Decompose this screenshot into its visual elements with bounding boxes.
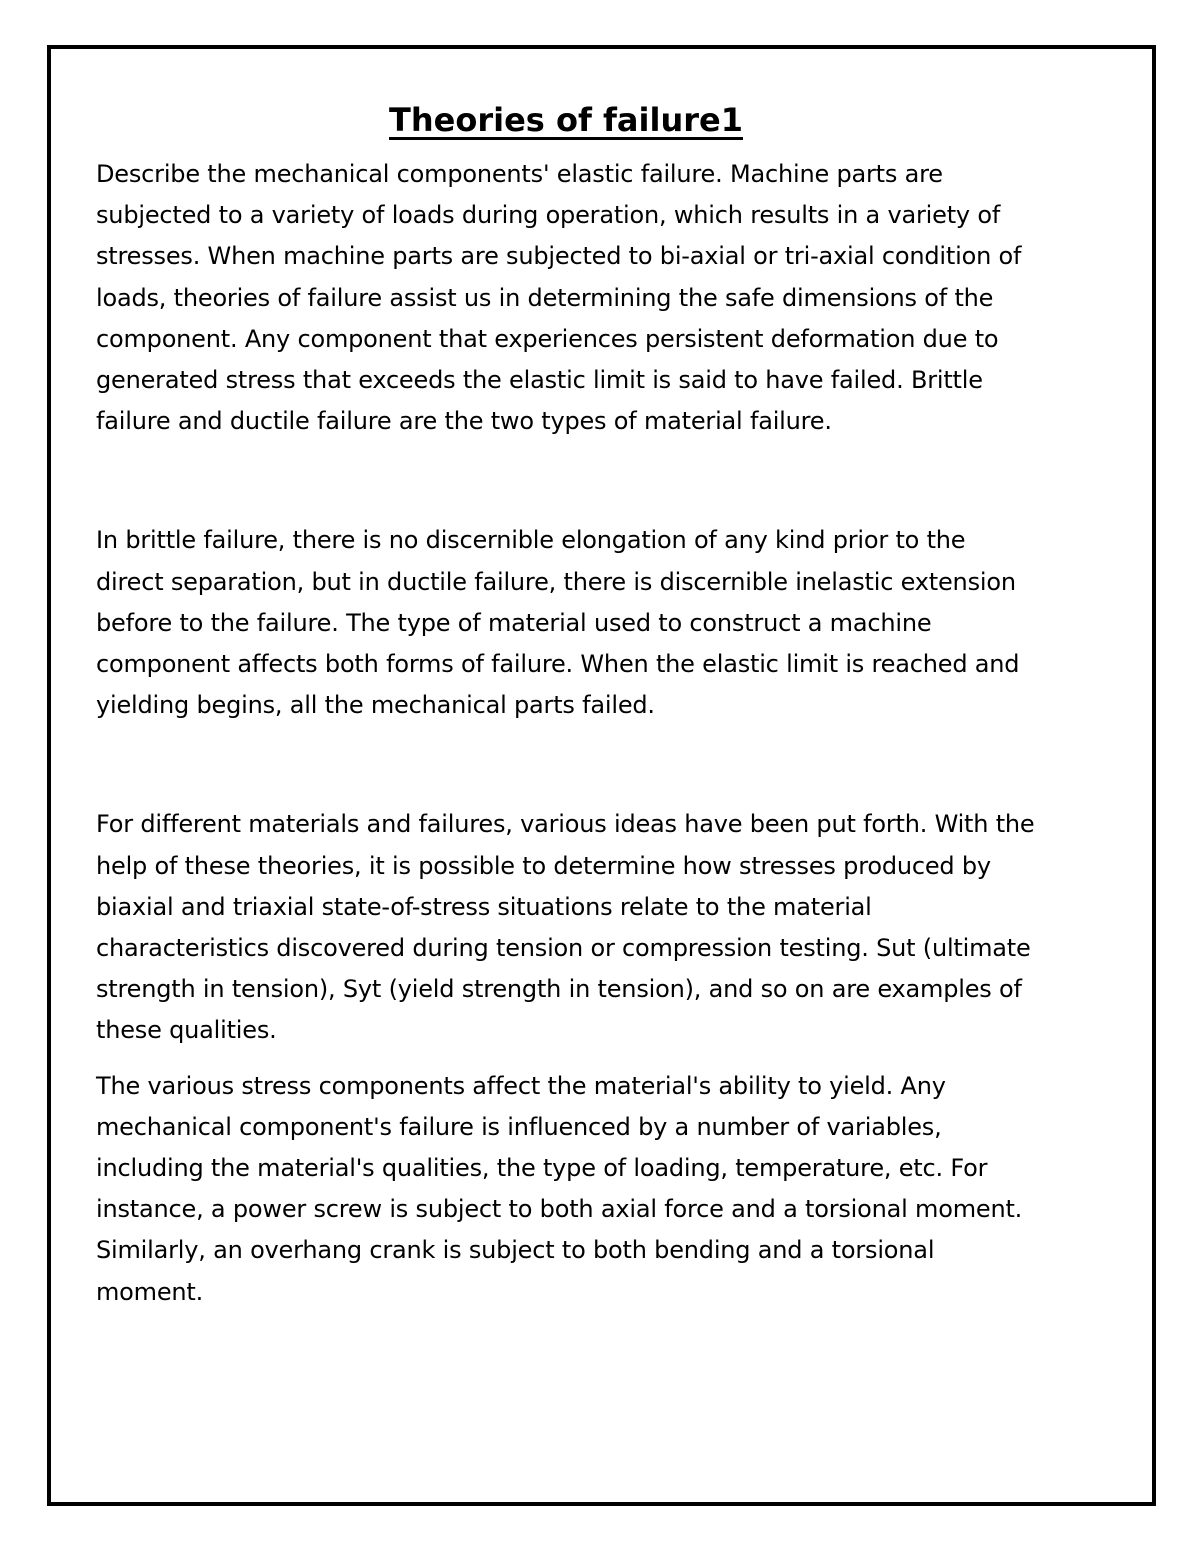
document-title: Theories of failure1 xyxy=(389,101,743,139)
paragraph-elastic-failure: Describe the mechanical components' elastic failure. Machine parts are subjected to a variety of loads during operation, which results in a variety of stresses. When machine parts are subjected to bi-axial or tri-axial condition of loads, theories of failure assist us in determining the safe dimensions of the component. Any component that experiences persistent deformation due to generated stress that exceeds the elastic limit is said to have failed. Brittle failure and ductile failure are the two types of material failure. xyxy=(96,160,1022,436)
paragraph-brittle-ductile: In brittle failure, there is no discernible elongation of any kind prior to the direct separation, but in ductile failure, there is discernible inelastic extension before to the failure. The type of material used to construct a machine component affects both forms of failure. When the elastic limit is reached and yielding begins, all the mechanical parts failed. xyxy=(96,526,1020,720)
paragraph-theories-purpose: For different materials and failures, various ideas have been put forth. With the help of these theories, it is possible to determine how stresses produced by biaxial and triaxial state-of-stress situations relate to the material characteristics discovered during tension or compression testing. Sut (ultimate strength in tension), Syt (yield strength in tension), and so on are examples of these qualities. xyxy=(96,810,1035,1045)
paragraph-stress-components: The various stress components affect the material's ability to yield. Any mechanical component's failure is influenced by a number of variables, including the material's qualities, the type of loading, temperature, etc. For instance, a power screw is subject to both axial force and a torsional moment. Similarly, an overhang crank is subject to both bending and a torsional moment. xyxy=(96,1071,1023,1306)
document-body xyxy=(96,100,1036,1313)
